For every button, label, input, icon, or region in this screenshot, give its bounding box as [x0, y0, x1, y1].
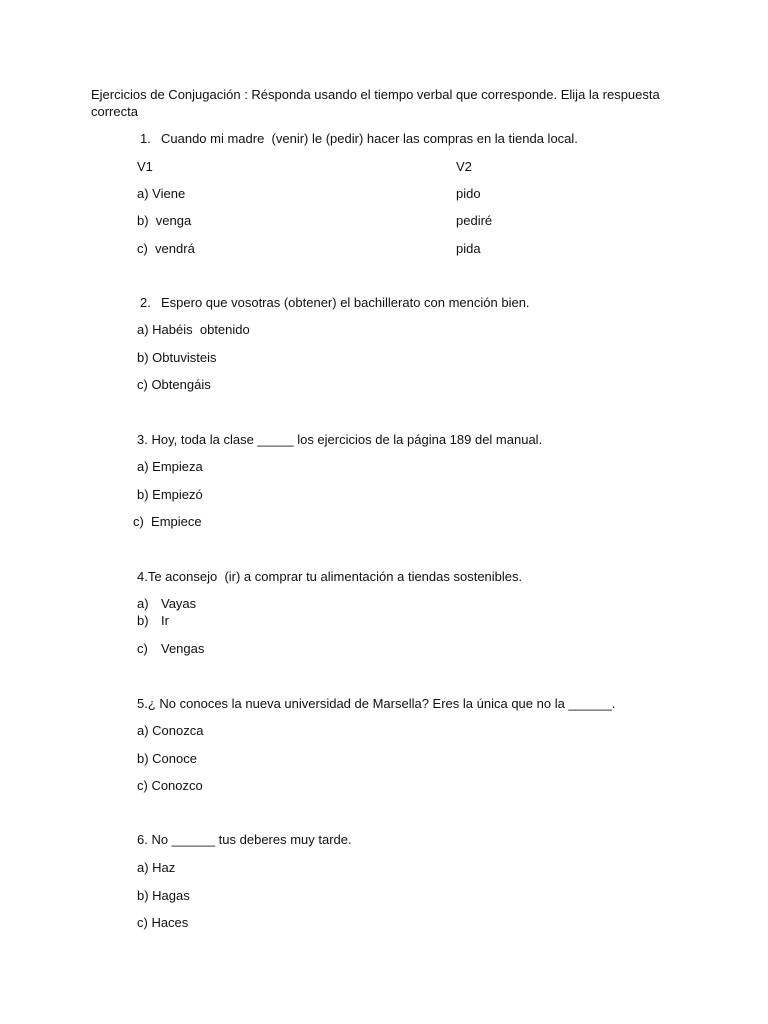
question-1-option-v1-a: a) Viene	[137, 186, 186, 201]
question-2-number: 2.	[140, 295, 151, 310]
question-2-text: Espero que vosotras (obtener) el bachillerato con mención bien.	[161, 295, 530, 310]
column-header-v1: V1	[137, 159, 153, 174]
question-3-option-b: b) Empiezó	[137, 487, 203, 502]
question-6-option-c: c) Haces	[137, 915, 189, 930]
question-3-option-c: c) Empiece	[133, 514, 202, 529]
question-4-option-b-word: Ir	[161, 613, 169, 628]
exercise-title-continuation: correcta	[91, 104, 138, 119]
question-2-option-b: b) Obtuvisteis	[137, 350, 217, 365]
question-6-option-a: a) Haz	[137, 860, 176, 875]
question-5-option-c: c) Conozco	[137, 778, 203, 793]
question-5-option-b: b) Conoce	[137, 751, 197, 766]
question-3-text: 3. Hoy, toda la clase _____ los ejercicios de la página 189 del manual.	[137, 432, 543, 447]
question-2-option-c: c) Obtengáis	[137, 377, 211, 392]
question-1-number: 1.	[140, 131, 151, 146]
question-1-option-v2-c: pida	[456, 241, 481, 256]
question-4-option-a-letter: a)	[137, 596, 149, 611]
question-3-option-a: a) Empieza	[137, 459, 203, 474]
question-5-text: 5.¿ No conoces la nueva universidad de Marsella? Eres la única que no la ______.	[137, 696, 616, 711]
question-1-option-v2-b: pediré	[456, 213, 493, 228]
question-4-option-c-word: Vengas	[161, 641, 205, 656]
question-4-option-a-word: Vayas	[161, 596, 197, 611]
question-4-option-b-letter: b)	[137, 613, 149, 628]
question-5-option-a: a) Conozca	[137, 723, 204, 738]
question-2-option-a: a) Habéis obtenido	[137, 322, 250, 337]
question-6-text: 6. No ______ tus deberes muy tarde.	[137, 832, 352, 847]
column-header-v2: V2	[456, 159, 472, 174]
question-4-text: 4.Te aconsejo (ir) a comprar tu alimentación a tiendas sostenibles.	[137, 569, 523, 584]
exercise-title: Ejercicios de Conjugación : Résponda usando el tiempo verbal que corresponde. Elija la respuesta	[91, 87, 660, 102]
question-1-option-v2-a: pido	[456, 186, 481, 201]
question-4-option-c-letter: c)	[137, 641, 148, 656]
question-1-option-v1-c: c) vendrá	[137, 241, 195, 256]
question-6-option-b: b) Hagas	[137, 888, 190, 903]
question-1-text: Cuando mi madre (venir) le (pedir) hacer las compras en la tienda local.	[161, 131, 578, 146]
question-1-option-v1-b: b) venga	[137, 213, 192, 228]
